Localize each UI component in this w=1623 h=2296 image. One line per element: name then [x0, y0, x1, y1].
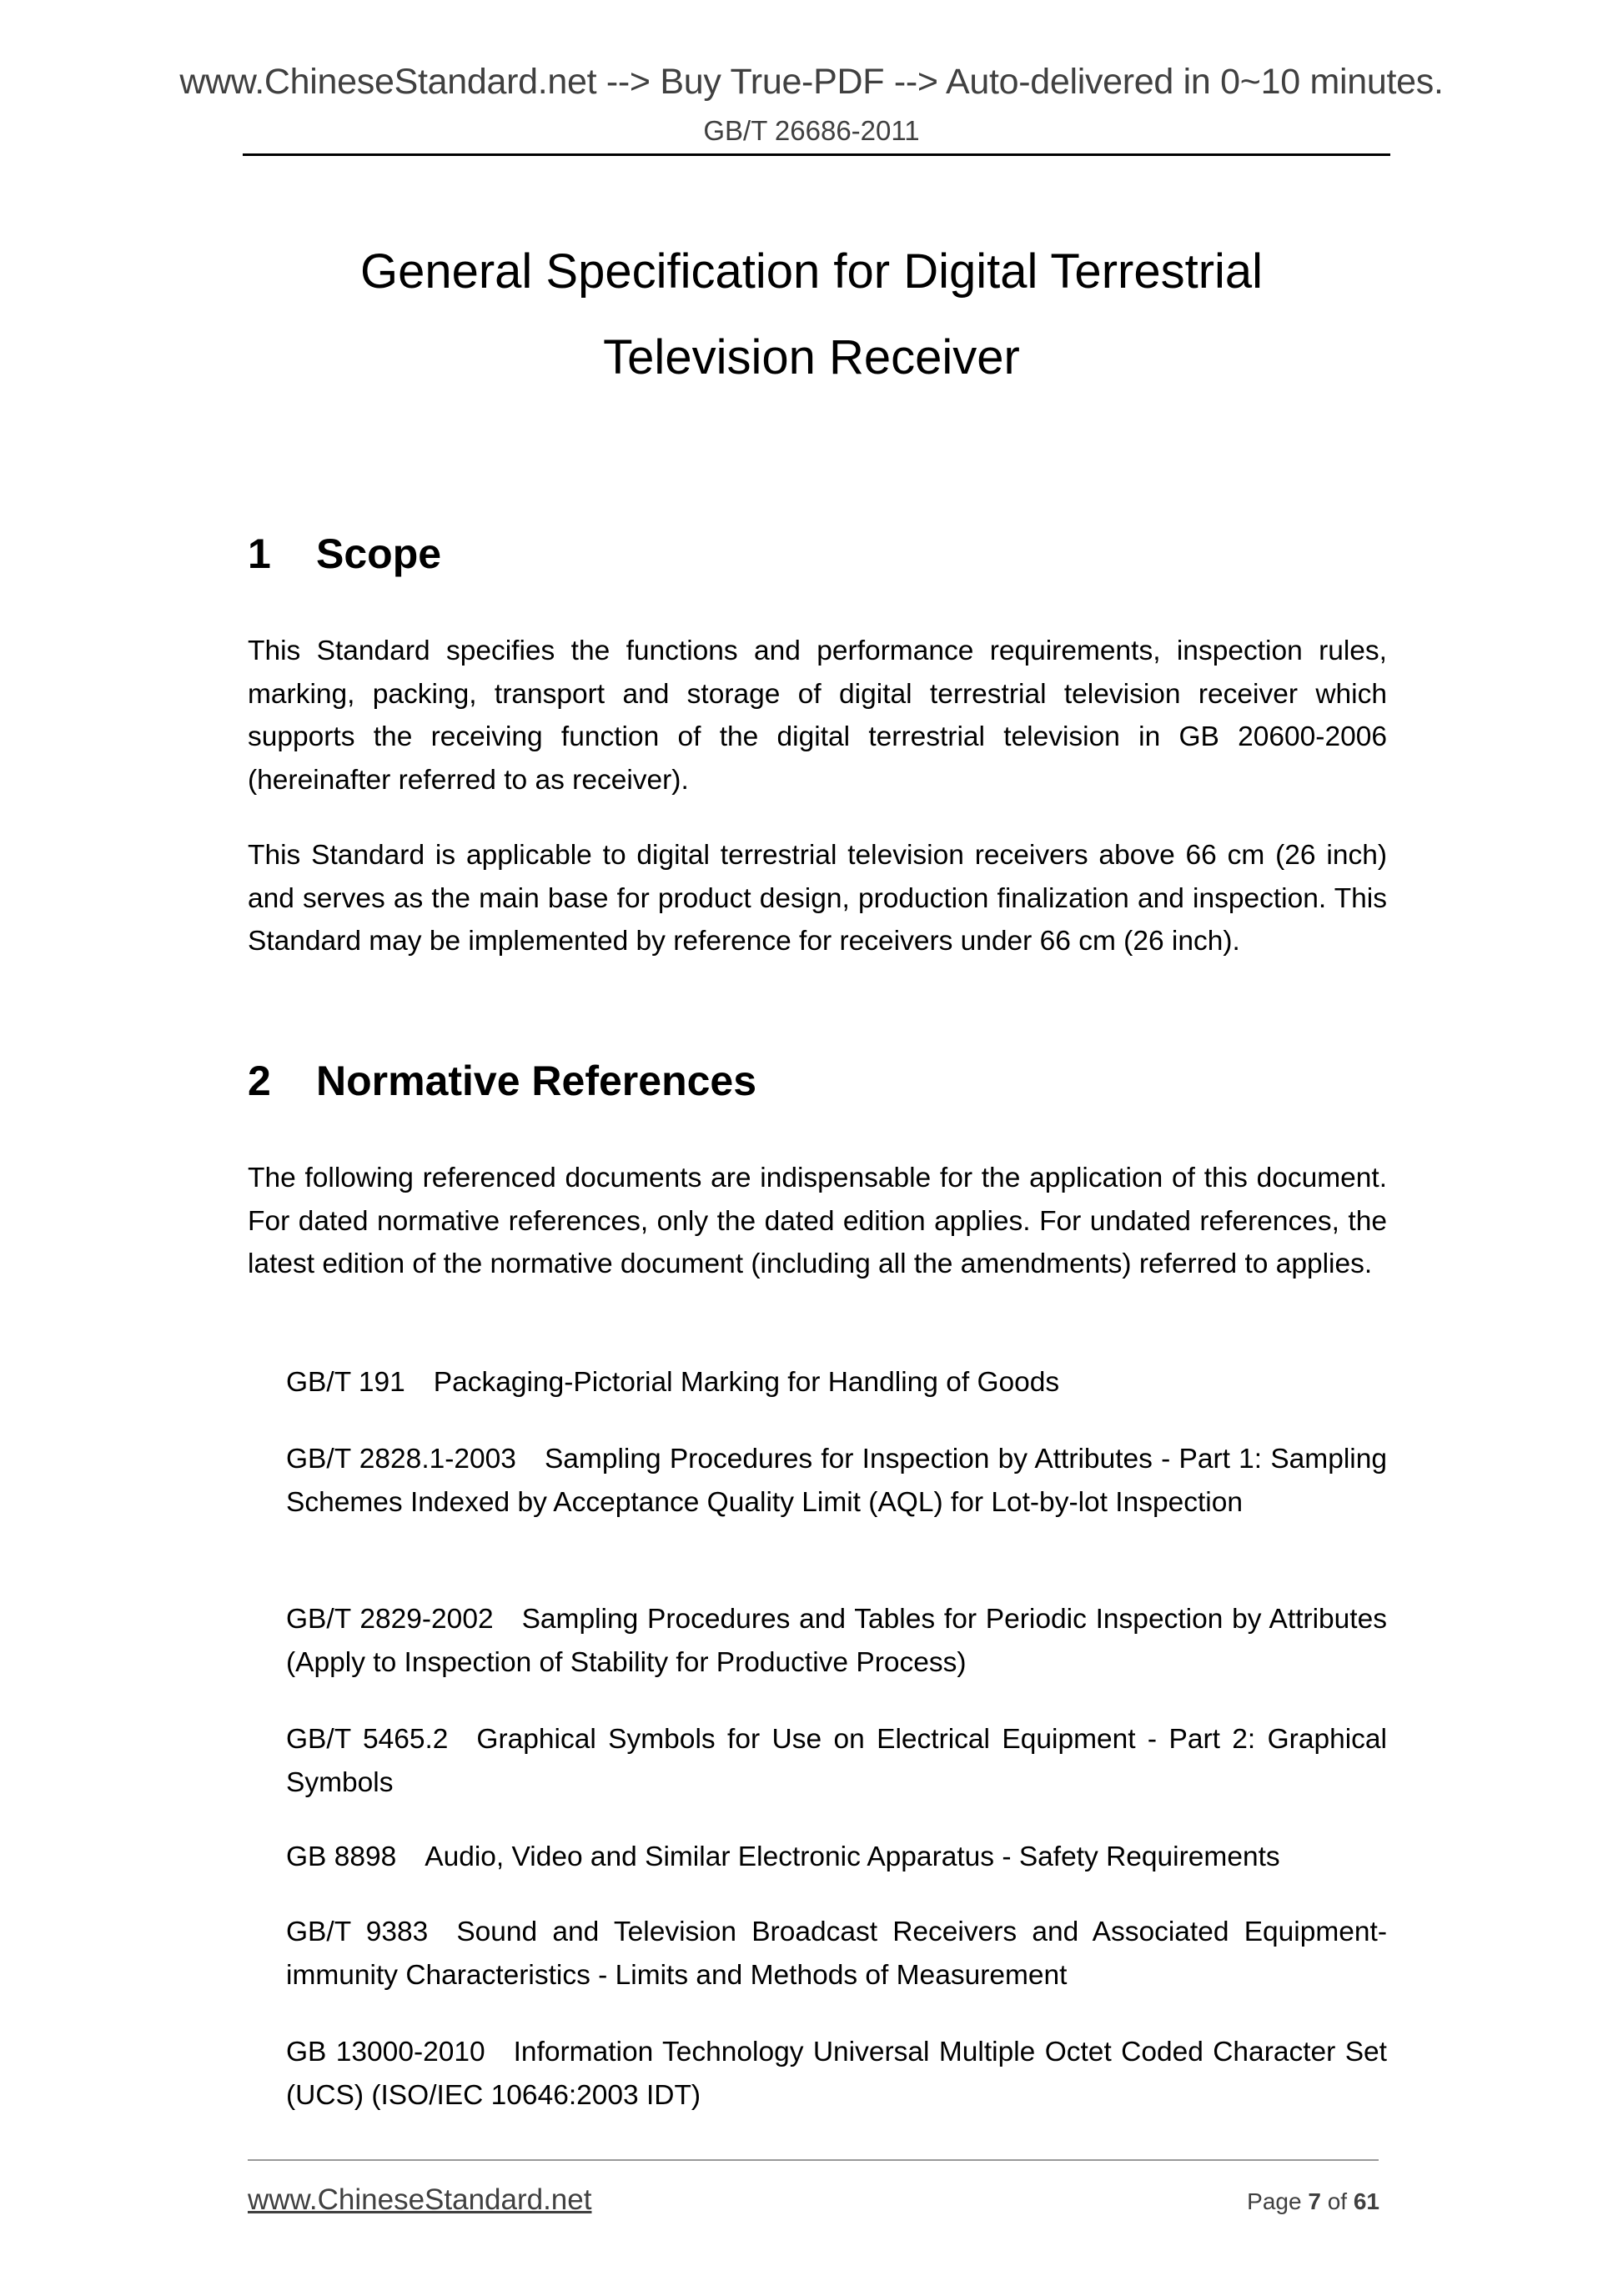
- of-word: of: [1327, 2188, 1348, 2214]
- reference-code: GB/T 5465.2: [286, 1724, 449, 1755]
- reference-title: Sampling Procedures and Tables for Periodic Inspection by Attributes (Apply to Inspection of Stability for Productive Process): [286, 1604, 1387, 1678]
- standard-code: GB/T 26686-2011: [703, 115, 920, 146]
- reference-code: GB/T 2829-2002: [286, 1604, 494, 1635]
- footer-divider: [248, 2159, 1379, 2161]
- reference-title: Sound and Television Broadcast Receivers and Associated Equipment-immunity Characteristics - Limits and Methods of Measurement: [286, 1917, 1388, 1991]
- section-number: 2: [248, 1058, 271, 1104]
- reference-item: [286, 1718, 1387, 1804]
- reference-title: Graphical Symbols for Use on Electrical Equipment - Part 2: Graphical Symbols: [286, 1724, 1387, 1798]
- header-banner: www.ChineseStandard.net --> Buy True-PDF --> Auto-delivered in 0~10 minutes.: [179, 62, 1444, 102]
- reference-code: GB/T 2828.1-2003: [286, 1444, 516, 1475]
- reference-item: [286, 1911, 1387, 1997]
- title-line-1: General Specification for Digital Terrestrial: [359, 244, 1264, 299]
- reference-title: Audio, Video and Similar Electronic Apparatus - Safety Requirements: [425, 1841, 1280, 1872]
- paragraph: This Standard is applicable to digital terrestrial television receivers above 66 cm (26 inch) and serves as the main base for product design, production finalization and inspection. This Standard may be implemented by reference for receivers under 66 cm (26 inch).: [248, 840, 1387, 957]
- section-title: Normative References: [316, 1058, 757, 1104]
- reference-code: GB 8898: [286, 1841, 397, 1872]
- footer-website-link[interactable]: www.ChineseStandard.net: [248, 2183, 592, 2216]
- reference-item: [286, 1438, 1387, 1524]
- current-page: 7: [1308, 2188, 1321, 2214]
- section-title: Scope: [316, 530, 442, 577]
- total-pages: 61: [1353, 2188, 1379, 2214]
- reference-title: Information Technology Universal Multiple Octet Coded Character Set (UCS) (ISO/IEC 10646:2003 IDT): [286, 2037, 1387, 2111]
- paragraph: This Standard specifies the functions and performance requirements, inspection rules, marking, packing, transport and storage of digital terrestrial television receiver which supports the receiving function of the digital terrestrial television in GB 20600-2006 (hereinafter referred to as receiver).: [248, 636, 1387, 796]
- reference-item: [286, 2031, 1387, 2117]
- reference-code: GB/T 191: [286, 1367, 405, 1398]
- page-indicator: [1247, 2188, 1379, 2215]
- page-word: Page: [1247, 2188, 1302, 2214]
- reference-title: Sampling Procedures for Inspection by Attributes - Part 1: Sampling Schemes Indexed by Acceptance Quality Limit (AQL) for Lot-by-lot Inspection: [286, 1444, 1387, 1518]
- section-number: 1: [248, 530, 271, 577]
- reference-item: [286, 1361, 1387, 1404]
- title-line-2: Television Receiver: [603, 330, 1020, 384]
- reference-title: Packaging-Pictorial Marking for Handling of Goods: [433, 1367, 1060, 1398]
- paragraph: The following referenced documents are indispensable for the application of this document. For dated normative references, only the dated edition applies. For undated references, the latest edition of the normative document (including all the amendments) referred to applies.: [248, 1163, 1387, 1279]
- header-divider: [243, 153, 1390, 156]
- reference-code: GB 13000-2010: [286, 2037, 485, 2067]
- section-heading-scope: [248, 530, 441, 578]
- section-heading-normative-references: [248, 1057, 756, 1105]
- reference-item: [286, 1836, 1387, 1879]
- reference-item: [286, 1598, 1387, 1684]
- reference-code: GB/T 9383: [286, 1917, 429, 1947]
